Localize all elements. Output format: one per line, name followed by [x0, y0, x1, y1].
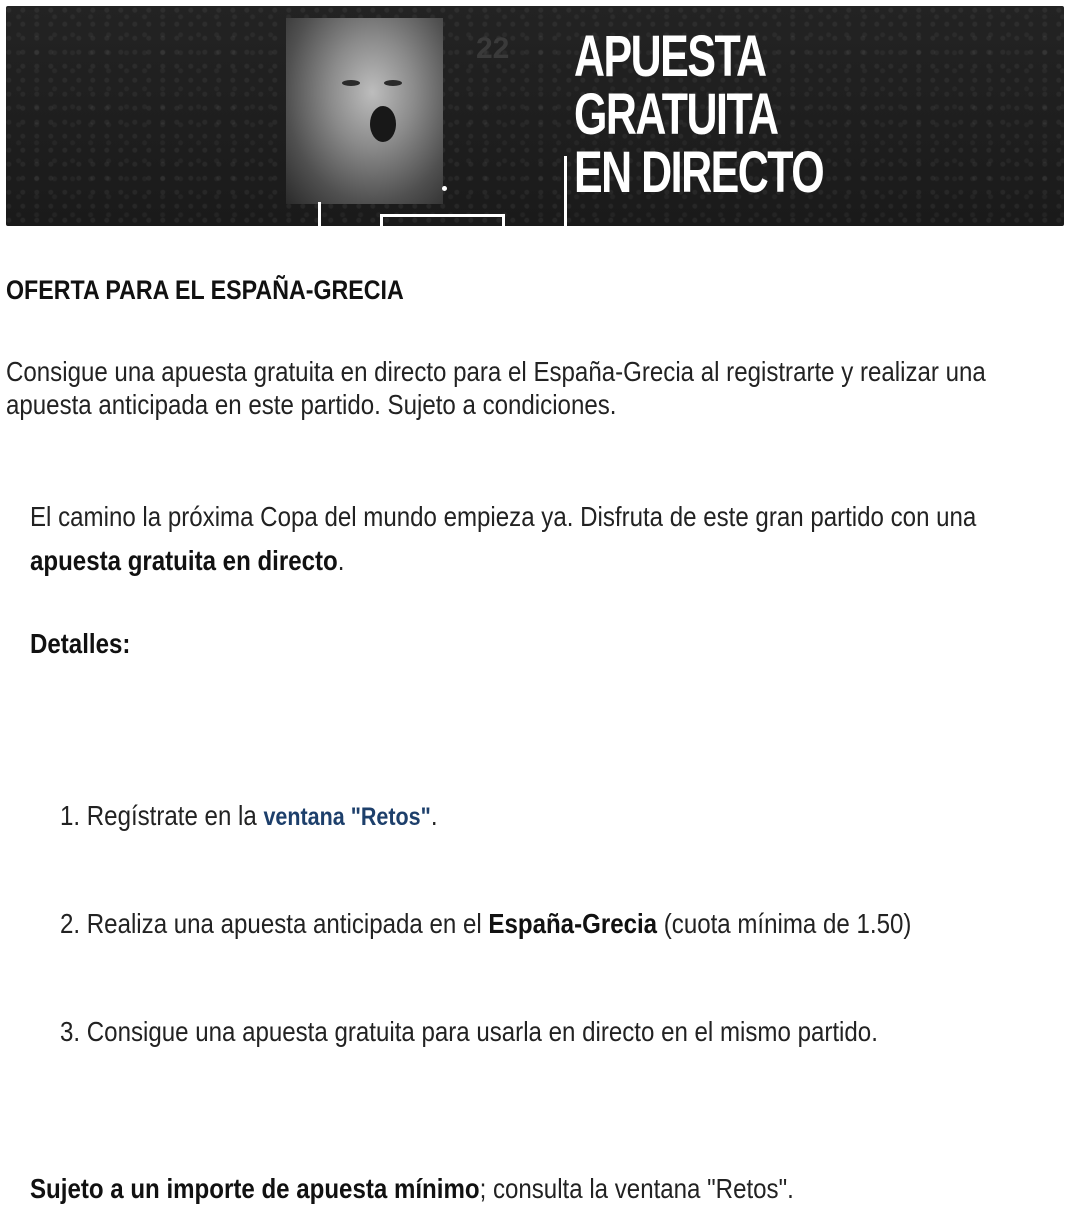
details-label: Detalles:: [30, 628, 131, 659]
banner-title: [574, 24, 824, 205]
photo-detail: [384, 80, 402, 86]
photo-detail: [370, 106, 396, 142]
banner-title-line: GRATUITA: [574, 82, 778, 147]
field-line: [380, 214, 504, 217]
offer-intro: Consigue una apuesta gratuita en directo para el España-Grecia al registrarte y realizar una apuesta anticipada en este partido. Sujeto a condiciones.: [6, 356, 986, 420]
body-text: El camino la próxima Copa del mundo empieza ya. Disfruta de este gran partido con una: [30, 501, 977, 532]
step-text: Regístrate en la: [86, 800, 264, 831]
retos-window-link[interactable]: ventana "Retos": [263, 803, 431, 831]
field-line: [318, 202, 321, 226]
step-text: Realiza una apuesta anticipada en el: [86, 908, 489, 939]
promo-banner: [6, 6, 1064, 226]
jersey-number: 22: [476, 32, 510, 65]
step-number: 1.: [60, 800, 81, 831]
footnote: [30, 1173, 794, 1205]
footnote-text: ; consulta la ventana "Retos".: [479, 1173, 794, 1204]
step-number: 2.: [60, 908, 81, 939]
field-line: [564, 156, 567, 226]
field-line: [502, 214, 505, 226]
step-end: (cuota mínima de 1.50): [657, 908, 912, 939]
step-text: Consigue una apuesta gratuita para usarla en directo en el mismo partido.: [86, 1016, 878, 1047]
step-bold: España-Grecia: [488, 908, 658, 939]
field-line: [380, 214, 383, 226]
body-bold: apuesta gratuita en directo: [30, 545, 338, 576]
step-item: [60, 1016, 878, 1048]
photo-detail: [342, 80, 360, 86]
offer-body: [30, 495, 1045, 583]
body-end: .: [337, 545, 345, 576]
step-number: 3.: [60, 1016, 81, 1047]
banner-title-line: APUESTA: [574, 24, 766, 89]
field-line: [442, 186, 447, 191]
offer-headline: OFERTA PARA EL ESPAÑA-GRECIA: [6, 275, 404, 305]
step-item: [60, 800, 438, 832]
step-end: .: [430, 800, 438, 831]
player-photo: [286, 18, 443, 204]
banner-title-line: EN DIRECTO: [574, 140, 824, 205]
footnote-bold: Sujeto a un importe de apuesta mínimo: [30, 1173, 480, 1204]
step-item: [60, 908, 911, 940]
